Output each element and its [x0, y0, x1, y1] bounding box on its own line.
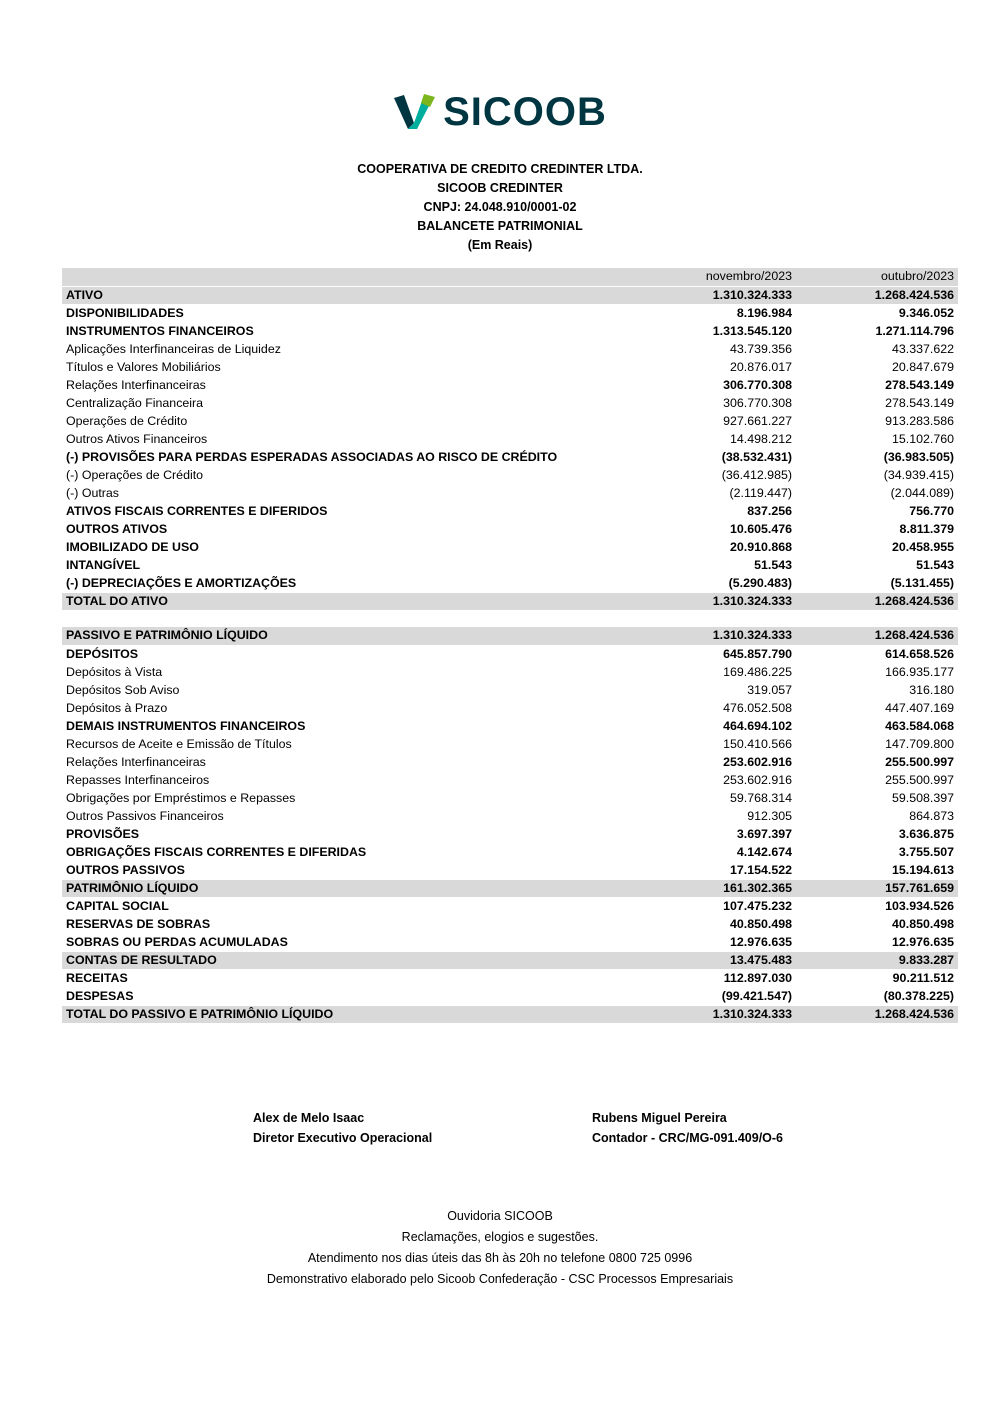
- table-row: [62, 1005, 958, 1023]
- row-value-novembro: 161.302.365: [634, 879, 796, 897]
- row-value-outubro: 1.268.424.536: [796, 1005, 958, 1023]
- row-label: CAPITAL SOCIAL: [62, 897, 634, 915]
- row-value-outubro: 1.268.424.536: [796, 286, 958, 304]
- row-value-outubro: 1.271.114.796: [796, 322, 958, 340]
- company-name: COOPERATIVA DE CREDITO CREDINTER LTDA.: [357, 162, 643, 176]
- row-value-novembro: 59.768.314: [634, 789, 796, 807]
- row-value-outubro: [796, 610, 958, 627]
- signature-name: Rubens Miguel Pereira: [592, 1111, 727, 1125]
- footer-line: Demonstrativo elaborado pelo Sicoob Confederação - CSC Processos Empresariais: [266, 1272, 734, 1286]
- row-label: (-) PROVISÕES PARA PERDAS ESPERADAS ASSOCIADAS AO RISCO DE CRÉDITO: [62, 448, 634, 466]
- row-value-novembro: 4.142.674: [634, 843, 796, 861]
- row-value-outubro: 9.346.052: [796, 304, 958, 322]
- table-row: [62, 663, 958, 681]
- row-label: PATRIMÔNIO LÍQUIDO: [62, 879, 634, 897]
- row-label: PASSIVO E PATRIMÔNIO LÍQUIDO: [62, 627, 634, 645]
- row-label: (-) Operações de Crédito: [62, 466, 634, 484]
- row-value-novembro: 464.694.102: [634, 717, 796, 735]
- table-row: [62, 574, 958, 592]
- row-value-novembro: 1.310.324.333: [634, 1005, 796, 1023]
- row-value-novembro: 306.770.308: [634, 376, 796, 394]
- row-label: RECEITAS: [62, 969, 634, 987]
- footer-line: Ouvidoria SICOOB: [447, 1209, 553, 1223]
- table-row: [62, 556, 958, 574]
- column-header-row: [62, 268, 958, 286]
- row-value-outubro: 20.458.955: [796, 538, 958, 556]
- footer-line: Atendimento nos dias úteis das 8h às 20h no telefone 0800 725 0996: [307, 1251, 693, 1265]
- row-value-novembro: (99.421.547): [634, 987, 796, 1005]
- row-label: Aplicações Interfinanceiras de Liquidez: [62, 340, 634, 358]
- row-label: Obrigações por Empréstimos e Repasses: [62, 789, 634, 807]
- row-value-outubro: 614.658.526: [796, 645, 958, 663]
- table-row: [62, 987, 958, 1005]
- table-row: [62, 322, 958, 340]
- row-value-outubro: 147.709.800: [796, 735, 958, 753]
- row-value-outubro: 278.543.149: [796, 376, 958, 394]
- row-value-novembro: (36.412.985): [634, 466, 796, 484]
- row-value-novembro: 476.052.508: [634, 699, 796, 717]
- table-row: [62, 915, 958, 933]
- row-label: IMOBILIZADO DE USO: [62, 538, 634, 556]
- table-row: [62, 807, 958, 825]
- row-value-outubro: 8.811.379: [796, 520, 958, 538]
- row-value-outubro: 166.935.177: [796, 663, 958, 681]
- row-label: ATIVO: [62, 286, 634, 304]
- table-row: [62, 466, 958, 484]
- trade-name: SICOOB CREDINTER: [437, 181, 563, 195]
- row-value-outubro: 864.873: [796, 807, 958, 825]
- row-value-outubro: 1.268.424.536: [796, 627, 958, 645]
- row-label: DESPESAS: [62, 987, 634, 1005]
- row-label: (-) DEPRECIAÇÕES E AMORTIZAÇÕES: [62, 574, 634, 592]
- table-row: [62, 430, 958, 448]
- table-row: [62, 448, 958, 466]
- row-value-outubro: 40.850.498: [796, 915, 958, 933]
- table-row: [62, 484, 958, 502]
- sicoob-logo-text: SICOOB: [443, 90, 607, 134]
- row-value-outubro: 157.761.659: [796, 879, 958, 897]
- row-value-novembro: 51.543: [634, 556, 796, 574]
- row-value-outubro: 3.636.875: [796, 825, 958, 843]
- column-header-novembro: novembro/2023: [634, 268, 796, 286]
- row-value-novembro: 3.697.397: [634, 825, 796, 843]
- row-value-outubro: 59.508.397: [796, 789, 958, 807]
- table-row: [62, 861, 958, 879]
- row-value-novembro: 645.857.790: [634, 645, 796, 663]
- row-value-outubro: (34.939.415): [796, 466, 958, 484]
- row-value-outubro: 3.755.507: [796, 843, 958, 861]
- row-value-outubro: 15.102.760: [796, 430, 958, 448]
- table-row: [62, 502, 958, 520]
- row-value-novembro: 20.910.868: [634, 538, 796, 556]
- row-value-novembro: 253.602.916: [634, 771, 796, 789]
- table-row: [62, 645, 958, 663]
- table-row: [62, 681, 958, 699]
- table-row: [62, 735, 958, 753]
- row-label: INTANGÍVEL: [62, 556, 634, 574]
- row-value-novembro: 13.475.483: [634, 951, 796, 969]
- row-label: DEMAIS INSTRUMENTOS FINANCEIROS: [62, 717, 634, 735]
- signature-director: [253, 1108, 432, 1148]
- row-label: Depósitos à Prazo: [62, 699, 634, 717]
- row-value-outubro: (36.983.505): [796, 448, 958, 466]
- row-label: DEPÓSITOS: [62, 645, 634, 663]
- row-value-novembro: 912.305: [634, 807, 796, 825]
- table-row: [62, 897, 958, 915]
- sicoob-logo: [0, 92, 1000, 132]
- table-row: [62, 879, 958, 897]
- row-value-outubro: 12.976.635: [796, 933, 958, 951]
- row-value-novembro: 837.256: [634, 502, 796, 520]
- row-value-novembro: 1.310.324.333: [634, 286, 796, 304]
- currency-note: (Em Reais): [467, 238, 533, 252]
- signature-title: Diretor Executivo Operacional: [253, 1131, 433, 1145]
- row-label: TOTAL DO PASSIVO E PATRIMÔNIO LÍQUIDO: [62, 1005, 634, 1023]
- row-label: (-) Outras: [62, 484, 634, 502]
- row-value-novembro: 12.976.635: [634, 933, 796, 951]
- table-row: [62, 627, 958, 645]
- row-label: ATIVOS FISCAIS CORRENTES E DIFERIDOS: [62, 502, 634, 520]
- table-row: [62, 699, 958, 717]
- table-row: [62, 753, 958, 771]
- row-label: OUTROS PASSIVOS: [62, 861, 634, 879]
- row-label: Outros Ativos Financeiros: [62, 430, 634, 448]
- row-value-outubro: 20.847.679: [796, 358, 958, 376]
- row-value-outubro: 278.543.149: [796, 394, 958, 412]
- table-row: [62, 520, 958, 538]
- row-value-novembro: 1.310.324.333: [634, 592, 796, 610]
- balance-table: [62, 268, 958, 1024]
- row-value-novembro: [634, 610, 796, 627]
- table-row: [62, 969, 958, 987]
- table-row: [62, 789, 958, 807]
- table-row: [62, 825, 958, 843]
- row-value-outubro: 255.500.997: [796, 771, 958, 789]
- row-label: RESERVAS DE SOBRAS: [62, 915, 634, 933]
- row-value-outubro: 43.337.622: [796, 340, 958, 358]
- row-label: Outros Passivos Financeiros: [62, 807, 634, 825]
- row-value-outubro: 15.194.613: [796, 861, 958, 879]
- row-label: SOBRAS OU PERDAS ACUMULADAS: [62, 933, 634, 951]
- row-label: Relações Interfinanceiras: [62, 376, 634, 394]
- spacer-row: [62, 610, 958, 627]
- table-row: [62, 394, 958, 412]
- row-label: Recursos de Aceite e Emissão de Títulos: [62, 735, 634, 753]
- row-value-novembro: 112.897.030: [634, 969, 796, 987]
- report-title: BALANCETE PATRIMONIAL: [417, 219, 583, 233]
- table-row: [62, 933, 958, 951]
- row-value-outubro: 9.833.287: [796, 951, 958, 969]
- row-label: OUTROS ATIVOS: [62, 520, 634, 538]
- row-value-outubro: 316.180: [796, 681, 958, 699]
- row-label: Operações de Crédito: [62, 412, 634, 430]
- row-value-novembro: 253.602.916: [634, 753, 796, 771]
- table-row: [62, 286, 958, 304]
- table-row: [62, 843, 958, 861]
- row-value-outubro: 255.500.997: [796, 753, 958, 771]
- row-label: DISPONIBILIDADES: [62, 304, 634, 322]
- table-row: [62, 592, 958, 610]
- row-value-novembro: (38.532.431): [634, 448, 796, 466]
- row-label: CONTAS DE RESULTADO: [62, 951, 634, 969]
- row-value-outubro: 913.283.586: [796, 412, 958, 430]
- row-value-novembro: 20.876.017: [634, 358, 796, 376]
- row-value-novembro: 10.605.476: [634, 520, 796, 538]
- table-row: [62, 538, 958, 556]
- row-value-novembro: 927.661.227: [634, 412, 796, 430]
- row-label: Relações Interfinanceiras: [62, 753, 634, 771]
- signature-accountant: [592, 1108, 783, 1148]
- row-value-outubro: 51.543: [796, 556, 958, 574]
- footer-line: Reclamações, elogios e sugestões.: [401, 1230, 599, 1244]
- row-value-novembro: 43.739.356: [634, 340, 796, 358]
- balance-table-body: [62, 286, 958, 1023]
- row-label: OBRIGAÇÕES FISCAIS CORRENTES E DIFERIDAS: [62, 843, 634, 861]
- row-label: INSTRUMENTOS FINANCEIROS: [62, 322, 634, 340]
- column-header-empty: [62, 268, 634, 286]
- table-row: [62, 304, 958, 322]
- row-value-outubro: (2.044.089): [796, 484, 958, 502]
- row-value-novembro: 319.057: [634, 681, 796, 699]
- signature-title: Contador - CRC/MG-091.409/O-6: [592, 1131, 784, 1145]
- row-value-novembro: (2.119.447): [634, 484, 796, 502]
- row-value-novembro: 17.154.522: [634, 861, 796, 879]
- row-label: TOTAL DO ATIVO: [62, 592, 634, 610]
- balance-table-container: [62, 268, 958, 1024]
- row-value-outubro: 463.584.068: [796, 717, 958, 735]
- row-value-outubro: (5.131.455): [796, 574, 958, 592]
- row-value-novembro: 40.850.498: [634, 915, 796, 933]
- sicoob-logo-icon: [393, 94, 435, 130]
- table-row: [62, 412, 958, 430]
- document-header: [0, 160, 1000, 255]
- row-label: [62, 610, 634, 627]
- row-value-outubro: (80.378.225): [796, 987, 958, 1005]
- row-label: Títulos e Valores Mobiliários: [62, 358, 634, 376]
- row-value-outubro: 447.407.169: [796, 699, 958, 717]
- row-label: Depósitos à Vista: [62, 663, 634, 681]
- row-label: PROVISÕES: [62, 825, 634, 843]
- document-footer: [0, 1206, 1000, 1290]
- table-row: [62, 340, 958, 358]
- table-row: [62, 951, 958, 969]
- table-row: [62, 771, 958, 789]
- row-value-novembro: (5.290.483): [634, 574, 796, 592]
- table-row: [62, 717, 958, 735]
- table-row: [62, 376, 958, 394]
- row-value-novembro: 169.486.225: [634, 663, 796, 681]
- row-label: Repasses Interfinanceiros: [62, 771, 634, 789]
- row-value-novembro: 14.498.212: [634, 430, 796, 448]
- row-label: Centralização Financeira: [62, 394, 634, 412]
- column-header-outubro: outubro/2023: [796, 268, 958, 286]
- row-value-outubro: 756.770: [796, 502, 958, 520]
- row-value-novembro: 306.770.308: [634, 394, 796, 412]
- row-value-outubro: 1.268.424.536: [796, 592, 958, 610]
- row-value-outubro: 90.211.512: [796, 969, 958, 987]
- row-value-novembro: 8.196.984: [634, 304, 796, 322]
- cnpj: CNPJ: 24.048.910/0001-02: [423, 200, 577, 214]
- row-value-novembro: 1.310.324.333: [634, 627, 796, 645]
- row-value-novembro: 150.410.566: [634, 735, 796, 753]
- row-value-novembro: 107.475.232: [634, 897, 796, 915]
- row-value-novembro: 1.313.545.120: [634, 322, 796, 340]
- row-label: Depósitos Sob Aviso: [62, 681, 634, 699]
- table-row: [62, 358, 958, 376]
- row-value-outubro: 103.934.526: [796, 897, 958, 915]
- signature-name: Alex de Melo Isaac: [253, 1111, 365, 1125]
